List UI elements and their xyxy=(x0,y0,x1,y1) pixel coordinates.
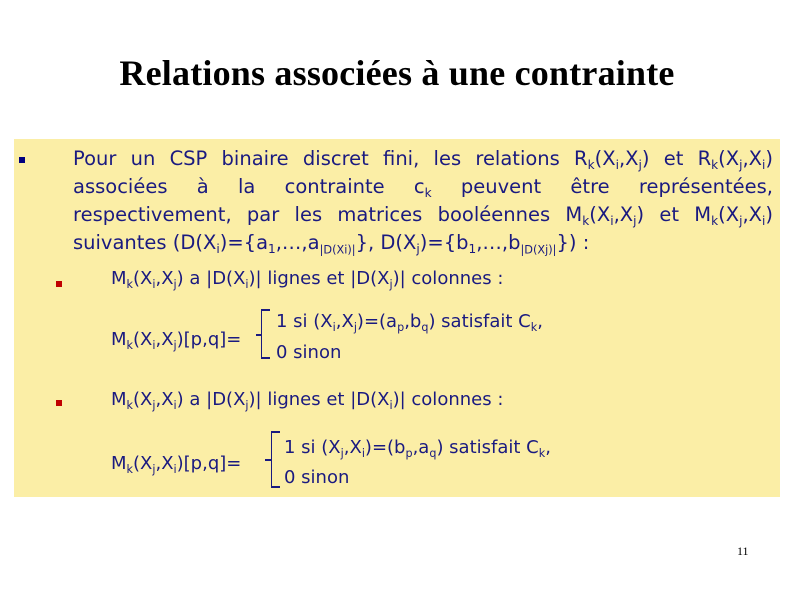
equation-2-lhs: $M_k(X_j,X_i)[p,q]=$ xyxy=(111,453,242,476)
main-bullet xyxy=(19,157,25,163)
sub-bullet-1 xyxy=(56,281,62,287)
paragraph-line-1: Pour un CSP binaire discret fini, les relations $R_k(X_i,X_j)$ et $R_k(X_j,X_i)$ xyxy=(73,147,773,173)
equation-1-case-1: 1 si $(X_i,X_j)=(a_p,b_q)$ satisfait $C_k$, xyxy=(276,311,543,334)
paragraph-line-3: respectivement, par les matrices booléennes $M_k(X_i,X_j)$ et $M_k(X_j,X_i)$ xyxy=(73,203,773,229)
equation-1-brace xyxy=(261,309,262,359)
page-number: 11 xyxy=(737,544,749,558)
equation-1-lhs: $M_k(X_i,X_j)[p,q]=$ xyxy=(111,329,242,352)
sub-item-1: $M_k(X_i,X_j)$ a $|D(X_i)|$ lignes et $|D(X_j)|$ colonnes : xyxy=(111,268,504,291)
sub-item-2: $M_k(X_j,X_i)$ a $|D(X_j)|$ lignes et $|D(X_i)|$ colonnes : xyxy=(111,389,504,412)
main-paragraph xyxy=(73,145,773,257)
paragraph-line-2: associées à la contrainte $c_k$ peuvent être représentées, xyxy=(73,175,773,201)
equation-1-case-2: 0 sinon xyxy=(276,342,342,363)
equation-2-case-2: 0 sinon xyxy=(284,467,350,488)
equation-2-brace xyxy=(271,431,272,488)
equation-2-case-1: 1 si $(X_j,X_i)=(b_p,a_q)$ satisfait $C_k$, xyxy=(284,437,551,460)
sub-bullet-2 xyxy=(56,400,62,406)
paragraph-line-4: suivantes ($D(X_i)=\{a_1,\dots,a_{|D(Xi)|}\}$, $D(X_j)=\{b_1,\dots,b_{|D(Xj)|}\}$) : xyxy=(73,231,590,257)
slide-title: Relations associées à une contrainte xyxy=(119,53,675,93)
